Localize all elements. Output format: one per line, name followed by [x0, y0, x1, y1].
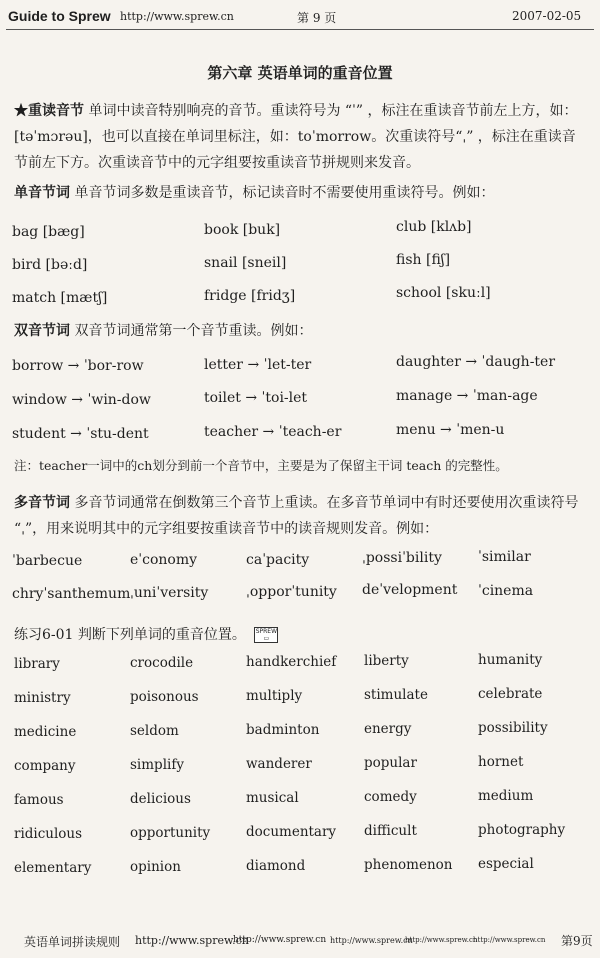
- exercise-word: humanity: [478, 652, 543, 668]
- exercise-word: crocodile: [130, 655, 194, 671]
- exercise-word: liberty: [364, 653, 409, 669]
- di-example: teacher → ˈteach-er: [204, 424, 342, 440]
- polysyllable-paragraph: [14, 490, 586, 542]
- exercise-word: musical: [246, 790, 299, 806]
- mono-example: match [mætʃ]: [12, 290, 108, 306]
- header-title: Guide to Sprew: [8, 8, 111, 24]
- monosyllable-paragraph: [14, 180, 586, 206]
- exercise-title: [14, 624, 278, 644]
- poly-example: chryˈsanthemum: [12, 586, 131, 602]
- polysyllable-text: 多音节词通常在倒数第三个音节上重读。在多音节单词中有时还要使用次重读符号 “ˌ”，用来说明其中的元字组要按重读音节中的读音规则发音。例如：: [14, 495, 579, 537]
- mono-example: club [klʌb]: [396, 219, 472, 235]
- exercise-word: elementary: [14, 860, 92, 876]
- mono-example: bag [bæg]: [12, 224, 85, 240]
- footer-url[interactable]: http://www.sprew.cn: [135, 934, 249, 947]
- mono-example: bird [bəːd]: [12, 257, 88, 273]
- exercise-word: stimulate: [364, 687, 428, 703]
- mono-example: fridge [fridʒ]: [204, 288, 296, 304]
- exercise-word: multiply: [246, 688, 303, 704]
- poly-example: ˈsimilar: [478, 549, 531, 565]
- footer-url[interactable]: http://www.sprew.cn: [405, 936, 478, 944]
- exercise-word: badminton: [246, 722, 320, 738]
- mono-example: school [skuːl]: [396, 285, 491, 301]
- di-example: letter → ˈlet-ter: [204, 357, 312, 373]
- poly-example: caˈpacity: [246, 552, 310, 568]
- exercise-word: famous: [14, 792, 64, 808]
- poly-example: ˈbarbecue: [12, 553, 83, 569]
- mono-example: snail [sneil]: [204, 255, 287, 271]
- exercise-word: opinion: [130, 859, 181, 875]
- audio-cd-icon[interactable]: SPREW ▭: [255, 628, 278, 642]
- exercise-word: possibility: [478, 720, 548, 736]
- disyllable-paragraph: [14, 318, 586, 344]
- header-divider: [6, 29, 594, 30]
- footer-title: 英语单词拼读规则: [24, 935, 121, 949]
- exercise-word: company: [14, 758, 76, 774]
- exercise-word: medicine: [14, 724, 77, 740]
- exercise-word: seldom: [130, 723, 179, 739]
- header-date: 2007-02-05: [512, 9, 582, 23]
- stress-syllable-text: 单词中读音特别响亮的音节。重读符号为 “ˈ” ，标注在重读音节前左上方，如：[təˈmɔrəu]，也可以直接在单词里标注，如：toˈmorrow。次重读符号“ˌ” ，标注在重读音节前左下方。次重读音节中的元字组要按重读音节拼规则来发音。: [14, 103, 578, 171]
- exercise-word: photography: [478, 822, 566, 838]
- footer-url[interactable]: http://www.sprew.cn: [233, 935, 327, 945]
- exercise-title-text: 练习6-01 判断下列单词的重音位置。: [14, 627, 246, 643]
- exercise-word: especial: [478, 856, 534, 872]
- di-example: borrow → ˈbor-row: [12, 358, 144, 374]
- teacher-note: 注：teacher一词中的ch划分到前一个音节中，主要是为了保留主干词 teach 的完整性。: [14, 458, 508, 473]
- monosyllable-heading: 单音节词: [14, 185, 70, 201]
- header-url[interactable]: http://www.sprew.cn: [120, 10, 234, 23]
- footer-url[interactable]: http://www.sprew.cn: [330, 936, 413, 945]
- exercise-word: phenomenon: [364, 857, 453, 873]
- di-example: menu → ˈmen-u: [396, 422, 505, 438]
- mono-example: fish [fiʃ]: [396, 252, 451, 268]
- exercise-word: opportunity: [130, 825, 211, 841]
- exercise-word: library: [14, 656, 60, 672]
- disyllable-text: 双音节词通常第一个音节重读。例如：: [74, 323, 313, 339]
- di-example: toilet → ˈtoi-let: [204, 390, 308, 406]
- exercise-word: ministry: [14, 690, 71, 706]
- di-example: daughter → ˈdaugh-ter: [396, 354, 556, 370]
- footer-page-number: 第9页: [561, 934, 593, 948]
- polysyllable-heading: 多音节词: [14, 495, 70, 511]
- stress-syllable-heading: ★重读音节: [14, 103, 84, 119]
- di-example: manage → ˈman-age: [396, 388, 538, 404]
- exercise-word: poisonous: [130, 689, 199, 705]
- poly-example: deˈvelopment: [362, 582, 458, 598]
- poly-example: ˈcinema: [478, 583, 534, 599]
- exercise-word: hornet: [478, 754, 524, 770]
- exercise-word: delicious: [130, 791, 191, 807]
- exercise-word: simplify: [130, 757, 184, 773]
- header-page-number: 第 9 页: [297, 11, 337, 25]
- exercise-word: comedy: [364, 789, 417, 805]
- exercise-word: diamond: [246, 858, 306, 874]
- chapter-title: 第六章 英语单词的重音位置: [207, 64, 393, 82]
- footer-url[interactable]: http://www.sprew.cn: [473, 936, 546, 944]
- exercise-word: wanderer: [246, 756, 312, 772]
- monosyllable-text: 单音节词多数是重读音节，标记读音时不需要使用重读符号。例如：: [74, 185, 495, 201]
- stress-syllable-paragraph: [14, 98, 586, 176]
- poly-example: ˌuniˈversity: [130, 585, 209, 601]
- exercise-word: medium: [478, 788, 534, 804]
- disyllable-heading: 双音节词: [14, 323, 70, 339]
- poly-example: eˈconomy: [130, 552, 198, 568]
- exercise-word: celebrate: [478, 686, 543, 702]
- exercise-word: handkerchief: [246, 654, 337, 670]
- di-example: window → ˈwin-dow: [12, 392, 151, 408]
- exercise-word: energy: [364, 721, 412, 737]
- exercise-word: documentary: [246, 824, 337, 840]
- exercise-word: ridiculous: [14, 826, 83, 842]
- poly-example: ˌopporˈtunity: [246, 584, 337, 600]
- poly-example: ˌpossiˈbility: [362, 550, 442, 566]
- exercise-word: difficult: [364, 823, 417, 839]
- exercise-word: popular: [364, 755, 417, 771]
- mono-example: book [buk]: [204, 222, 281, 238]
- di-example: student → ˈstu-dent: [12, 426, 149, 442]
